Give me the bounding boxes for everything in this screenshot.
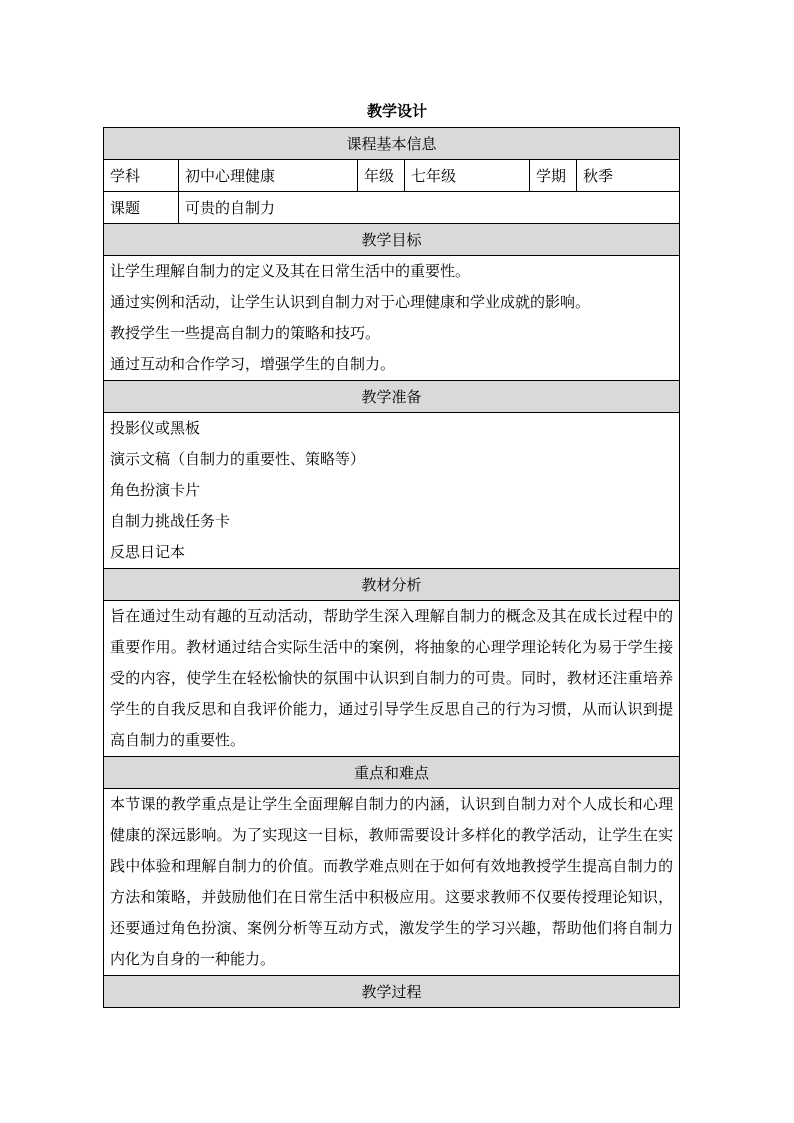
objective-item: 通过实例和活动，让学生认识到自制力对于心理健康和学业成就的影响。: [110, 293, 591, 311]
section-header-preparation: 教学准备: [104, 381, 680, 413]
topic-value: 可贵的自制力: [179, 192, 680, 224]
preparation-list: [104, 413, 680, 569]
objectives-list: [104, 256, 680, 381]
key-points-cell: [104, 789, 680, 976]
objective-item: 让学生理解自制力的定义及其在日常生活中的重要性。: [110, 262, 471, 280]
analysis-text: 旨在通过生动有趣的互动活动，帮助学生深入理解自制力的概念及其在成长过程中的重要作用。教材通过结合实际生活中的案例，将抽象的心理学理论转化为易于学生接受的内容，使学生在轻松愉快的氛围中认识到自制力的可贵。同时，教材还注重培养学生的自我反思和自我评价能力，通过引导学生反思自己的行为习惯，从而认识到提高自制力的重要性。: [110, 607, 674, 749]
analysis-cell: [104, 601, 680, 757]
section-key-points: [104, 757, 680, 789]
section-preparation: [104, 381, 680, 413]
grade-label: 年级: [358, 160, 405, 192]
section-process: [104, 976, 680, 1008]
preparation-body: [104, 413, 680, 569]
section-header-analysis: 教材分析: [104, 569, 680, 601]
subject-value: 初中心理健康: [179, 160, 358, 192]
grade-value: 七年级: [405, 160, 530, 192]
objective-item: 教授学生一些提高自制力的策略和技巧。: [110, 324, 381, 342]
info-row-subject: [104, 160, 680, 192]
preparation-item: 角色扮演卡片: [110, 481, 201, 499]
preparation-item: 演示文稿（自制力的重要性、策略等）: [110, 450, 366, 468]
term-value: 秋季: [577, 160, 680, 192]
key-points-text: 本节课的教学重点是让学生全面理解自制力的内涵，认识到自制力对个人成长和心理健康的深远影响。为了实现这一目标，教师需要设计多样化的教学活动，让学生在实践中体验和理解自制力的价值。而教学难点则在于如何有效地教授学生提高自制力的方法和策略，并鼓励他们在日常生活中积极应用。这要求教师不仅要传授理论知识，还要通过角色扮演、案例分析等互动方式，激发学生的学习兴趣，帮助他们将自制力内化为自身的一种能力。: [110, 795, 674, 968]
objective-item: 通过互动和合作学习，增强学生的自制力。: [110, 355, 396, 373]
section-header-objectives: 教学目标: [104, 224, 680, 256]
term-label: 学期: [530, 160, 577, 192]
info-row-topic: [104, 192, 680, 224]
section-header-process: 教学过程: [104, 976, 680, 1008]
analysis-body: [104, 601, 680, 757]
section-analysis: [104, 569, 680, 601]
objectives-body: [104, 256, 680, 381]
subject-label: 学科: [104, 160, 179, 192]
preparation-item: 反思日记本: [110, 543, 186, 561]
section-header-key-points: 重点和难点: [104, 757, 680, 789]
preparation-item: 投影仪或黑板: [110, 419, 201, 437]
section-header-basic-info: 课程基本信息: [104, 128, 680, 160]
preparation-item: 自制力挑战任务卡: [110, 512, 231, 530]
section-basic-info: [104, 128, 680, 160]
lesson-plan-table: [103, 127, 680, 1008]
document-title: 教学设计: [366, 102, 427, 120]
topic-label: 课题: [104, 192, 179, 224]
key-points-body: [104, 789, 680, 976]
section-objectives: [104, 224, 680, 256]
